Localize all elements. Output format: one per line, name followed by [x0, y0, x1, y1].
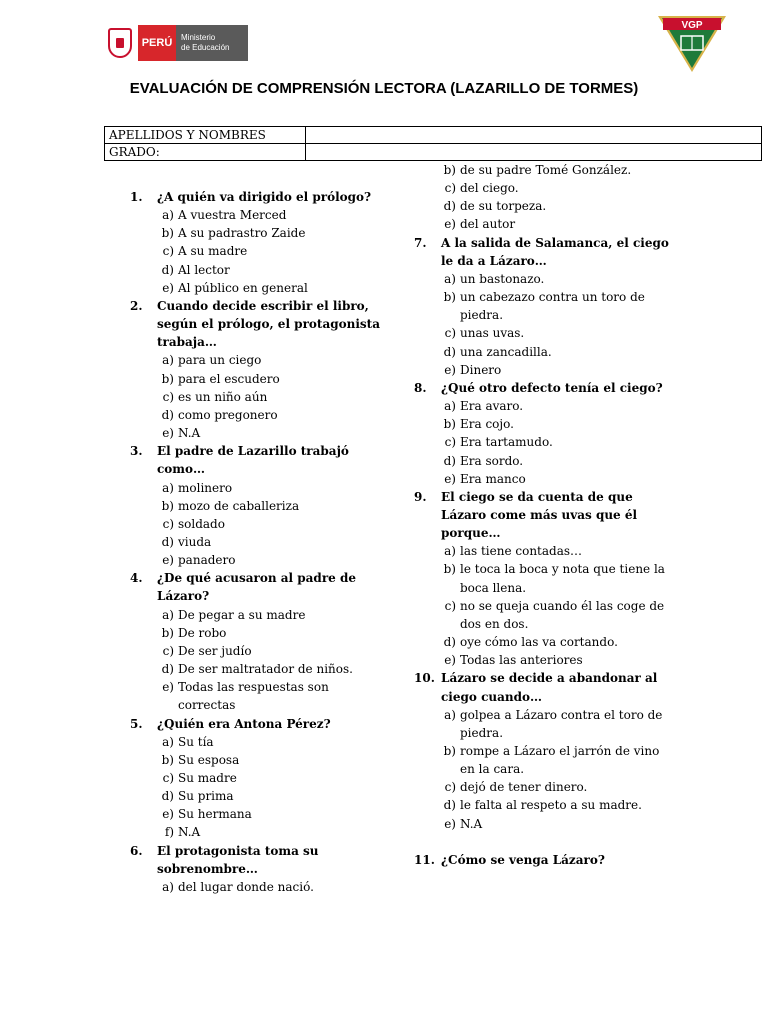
questions-column-right [414, 161, 676, 869]
answer-option [130, 751, 385, 769]
answer-option [130, 642, 385, 660]
option-text: Era manco [460, 471, 526, 486]
answer-option [130, 206, 385, 224]
question-text: ¿Cómo se venga Lázaro? [441, 852, 605, 867]
option-letter: c) [162, 389, 174, 404]
option-letter: a) [444, 544, 456, 559]
option-letter: b) [161, 752, 174, 767]
option-text: soldado [178, 516, 225, 531]
question-item [130, 842, 385, 878]
option-letter: d) [161, 789, 174, 804]
answer-option [130, 533, 385, 551]
option-text: molinero [178, 480, 233, 495]
answer-option [414, 633, 676, 651]
school-crest-logo [655, 14, 729, 74]
option-letter: e) [444, 362, 456, 377]
option-text: Era avaro. [460, 399, 524, 414]
option-text: De ser maltratador de niños. [178, 662, 353, 677]
peru-brand: PERÚ [138, 25, 176, 61]
option-letter: e) [444, 653, 456, 668]
option-letter: a) [162, 480, 174, 495]
option-text: Su hermana [178, 807, 252, 822]
answer-option [130, 823, 385, 841]
option-text: le toca la boca y nota que tiene la boca llena. [460, 562, 665, 595]
option-letter: c) [444, 598, 456, 613]
question-number: 1. [130, 190, 143, 204]
option-text: le falta al respeto a su madre. [460, 798, 642, 813]
question-item [414, 379, 676, 397]
option-letter: a) [444, 271, 456, 286]
question-text: A la salida de Salamanca, el ciego le da a Lázaro… [441, 235, 669, 268]
option-letter: c) [162, 643, 174, 658]
option-text: para el escudero [178, 371, 280, 386]
option-letter: b) [161, 498, 174, 513]
option-letter: d) [443, 798, 456, 813]
ministry-name [176, 25, 248, 61]
answer-option [414, 397, 676, 415]
option-text: del autor [460, 217, 516, 232]
question-item [130, 188, 385, 206]
answer-option [414, 343, 676, 361]
answer-option [130, 261, 385, 279]
table-row [105, 144, 762, 161]
option-letter: b) [443, 290, 456, 305]
option-text: De pegar a su madre [178, 607, 306, 622]
option-letter: c) [162, 771, 174, 785]
answer-option [130, 769, 385, 787]
option-letter: d) [161, 662, 174, 677]
option-letter: b) [161, 226, 174, 241]
name-field[interactable] [306, 127, 762, 144]
option-text: Era sordo. [460, 453, 524, 468]
grade-field[interactable] [306, 144, 762, 161]
answer-option [130, 606, 385, 624]
question-text: El padre de Lazarillo trabajó como… [157, 444, 349, 477]
crest-text: VGP [681, 20, 703, 31]
option-letter: d) [443, 635, 456, 650]
question-item [414, 851, 676, 869]
answer-option [414, 197, 676, 215]
option-text: N.A [460, 816, 483, 831]
question-item [130, 442, 385, 478]
option-text: A su madre [178, 244, 248, 259]
option-letter: e) [162, 280, 174, 295]
answer-option [130, 787, 385, 805]
option-letter: c) [444, 435, 456, 450]
option-letter: e) [444, 816, 456, 831]
option-letter: c) [444, 780, 456, 795]
answer-option [130, 224, 385, 242]
answer-option [414, 361, 676, 379]
question-text: ¿Qué otro defecto tenía el ciego? [441, 380, 663, 395]
answer-option [130, 351, 385, 369]
question-text: ¿De qué acusaron al padre de Lázaro? [157, 571, 356, 604]
option-text: de su torpeza. [460, 199, 547, 214]
answer-option [130, 805, 385, 823]
option-letter: b) [443, 417, 456, 432]
option-text: es un niño aún [178, 389, 268, 404]
option-letter: b) [443, 562, 456, 577]
option-text: las tiene contadas… [460, 544, 583, 559]
answer-option [414, 415, 676, 433]
option-letter: a) [444, 707, 456, 722]
question-number: 6. [130, 843, 143, 858]
ministry-line-1: Ministerio [181, 33, 216, 42]
option-text: Dinero [460, 362, 502, 377]
option-letter: a) [444, 399, 456, 414]
option-letter: e) [162, 426, 174, 441]
option-letter: d) [161, 262, 174, 277]
ministry-logo [108, 25, 248, 61]
option-text: Su esposa [178, 752, 240, 767]
spacer [414, 833, 676, 851]
option-text: no se queja cuando él las coge de dos en dos. [460, 598, 665, 631]
answer-option [414, 651, 676, 669]
answer-option [414, 470, 676, 488]
question-item [414, 669, 676, 705]
coat-of-arms-icon [108, 28, 132, 58]
option-text: Su prima [178, 789, 234, 804]
student-info-table [104, 126, 762, 161]
answer-option [414, 324, 676, 342]
option-letter: b) [443, 163, 456, 177]
answer-option [414, 452, 676, 470]
document-title: EVALUACIÓN DE COMPRENSIÓN LECTORA (LAZARILLO DE TORMES) [129, 80, 639, 97]
option-letter: e) [162, 807, 174, 822]
option-text: rompe a Lázaro el jarrón de vino en la cara. [460, 744, 660, 777]
table-row [105, 127, 762, 144]
option-letter: d) [443, 453, 456, 468]
option-letter: d) [161, 407, 174, 422]
question-number: 11. [414, 852, 435, 867]
option-text: viuda [178, 534, 212, 549]
answer-option [414, 179, 676, 197]
option-text: del ciego. [460, 181, 519, 196]
answer-option [130, 733, 385, 751]
option-letter: f) [164, 825, 174, 840]
option-text: de su padre Tomé González. [460, 163, 632, 177]
option-text: Todas las respuestas son correctas [178, 680, 329, 713]
option-letter: a) [162, 607, 174, 622]
questions-column-left [130, 188, 385, 896]
question-item [130, 297, 385, 351]
option-text: como pregonero [178, 407, 278, 422]
question-item [414, 488, 676, 542]
answer-option [130, 279, 385, 297]
question-number: 5. [130, 716, 143, 731]
option-text: dejó de tener dinero. [460, 780, 588, 795]
answer-option [414, 597, 676, 633]
option-letter: d) [161, 534, 174, 549]
option-letter: c) [162, 244, 174, 259]
option-letter: e) [444, 471, 456, 486]
answer-option [130, 878, 385, 896]
answer-option [414, 270, 676, 288]
answer-option [130, 678, 385, 714]
option-letter: a) [162, 879, 174, 894]
question-text: El ciego se da cuenta de que Lázaro come más uvas que él porque… [441, 489, 638, 541]
option-letter: a) [162, 208, 174, 223]
question-number: 2. [130, 298, 143, 313]
answer-option [414, 796, 676, 814]
answer-option [414, 742, 676, 778]
option-text: N.A [178, 825, 201, 840]
question-number: 8. [414, 380, 427, 395]
answer-option [130, 479, 385, 497]
answer-option [130, 551, 385, 569]
answer-option [130, 370, 385, 388]
answer-option [130, 660, 385, 678]
option-text: un cabezazo contra un toro de piedra. [460, 290, 645, 323]
option-text: mozo de caballeriza [178, 498, 300, 513]
answer-option [414, 542, 676, 560]
option-letter: c) [444, 326, 456, 341]
option-letter: b) [161, 371, 174, 386]
option-text: N.A [178, 426, 201, 441]
option-letter: d) [443, 344, 456, 359]
option-text: A vuestra Merced [178, 208, 287, 223]
grade-label: GRADO: [105, 144, 306, 161]
answer-option [414, 288, 676, 324]
answer-option [414, 560, 676, 596]
question-item [414, 234, 676, 270]
answer-option [130, 388, 385, 406]
answer-option [130, 497, 385, 515]
question-text: ¿Quién era Antona Pérez? [157, 716, 331, 731]
question-number: 9. [414, 489, 427, 504]
question-item [130, 715, 385, 733]
option-text: De robo [178, 625, 227, 640]
option-text: para un ciego [178, 353, 262, 368]
answer-option [414, 815, 676, 833]
option-text: Su tía [178, 734, 214, 749]
question-number: 4. [130, 571, 143, 586]
answer-option [414, 215, 676, 233]
question-text: Lázaro se decide a abandonar al ciego cuando… [441, 671, 658, 704]
option-text: unas uvas. [460, 326, 525, 341]
option-letter: c) [162, 516, 174, 531]
option-text: Era cojo. [460, 417, 514, 432]
option-letter: d) [443, 199, 456, 214]
answer-option [414, 433, 676, 451]
option-text: Era tartamudo. [460, 435, 553, 450]
question-text: El protagonista toma su sobrenombre… [157, 843, 319, 876]
option-text: oye cómo las va cortando. [460, 635, 618, 650]
question-item [130, 569, 385, 605]
option-text: golpea a Lázaro contra el toro de piedra. [460, 707, 663, 740]
option-text: una zancadilla. [460, 344, 552, 359]
name-label: APELLIDOS Y NOMBRES [105, 127, 306, 144]
answer-option [130, 624, 385, 642]
question-number: 7. [414, 235, 427, 250]
answer-option [130, 515, 385, 533]
option-text: De ser judío [178, 643, 252, 658]
option-text: A su padrastro Zaide [178, 226, 306, 241]
option-letter: b) [443, 744, 456, 758]
option-letter: c) [444, 181, 456, 196]
answer-option [414, 161, 676, 179]
question-text: Cuando decide escribir el libro, según el prólogo, el protagonista trabaja… [157, 298, 380, 350]
option-text: Al público en general [178, 280, 308, 295]
option-text: del lugar donde nació. [178, 879, 314, 894]
answer-option [414, 706, 676, 742]
option-text: un bastonazo. [460, 271, 545, 286]
question-text: ¿A quién va dirigido el prólogo? [157, 190, 372, 204]
option-text: Al lector [178, 262, 230, 277]
answer-option [130, 424, 385, 442]
question-number: 10. [414, 671, 435, 686]
option-letter: b) [161, 625, 174, 640]
option-letter: e) [162, 680, 174, 695]
answer-option [130, 242, 385, 260]
option-letter: a) [162, 353, 174, 368]
question-number: 3. [130, 444, 143, 459]
option-letter: e) [444, 217, 456, 232]
option-text: Todas las anteriores [460, 653, 583, 668]
option-letter: e) [162, 553, 174, 568]
option-text: panadero [178, 553, 236, 568]
ministry-line-2: de Educación [181, 43, 230, 52]
option-text: Su madre [178, 771, 237, 785]
option-letter: a) [162, 734, 174, 749]
answer-option [414, 778, 676, 796]
answer-option [130, 406, 385, 424]
